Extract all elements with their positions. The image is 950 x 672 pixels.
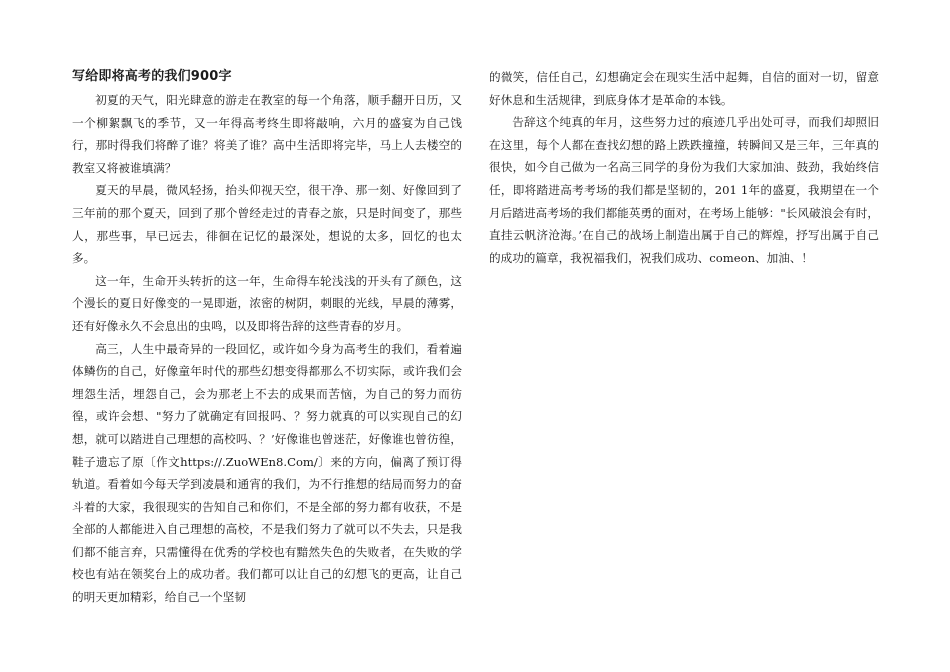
left-column — [72, 66, 462, 609]
right-column — [489, 66, 879, 269]
paragraph: 初夏的天气，阳光肆意的游走在教室的每一个角落，顺手翻开日历，又一个柳絮飘飞的季节，又一年得高考终生即将敲响，六月的盛宴为自己饯行，那时得我们将醉了谁？将美了谁？高中生活即将完毕，马上人去楼空的教室又将被谁填满？ — [72, 93, 462, 175]
paragraph: 夏天的早晨，微风轻扬，抬头仰视天空，很干净、那一刻、好像回到了三年前的那个夏天，回到了那个曾经走过的青春之旅，只是时间变了，那些人，那些事，早已远去，徘徊在记忆的最深处，想说的太多，回忆的也太多。 — [72, 183, 462, 266]
document-title: 写给即将高考的我们900字 — [72, 69, 232, 84]
paragraph: 高三，人生中最奇异的一段回忆，或许如今身为高考生的我们，看着遍体鳞伤的自己，好像童年时代的那些幻想变得都那么不切实际，或许我们会埋怨生活，埋怨自己，会为那老上不去的成果而苦恼，为自己的努力而彷徨，或许会想、"努力了就确定有回报吗、？努力就真的可以实现自己的幻想，就可以踏进自己理想的高校吗、？’好像谁也曾迷茫，好像谁也曾彷徨，鞋子遗忘了原〔作文https://.ZuoWEn8.Com/〕来的方向，偏离了预订得轨道。看着如今每天学到凌晨和通宵的我们，为不行推想的结局而努力的奋斗着的大家，我很现实的告知自己和你们，不是全部的努力都有收获，不是全部的人都能进入自己理想的高校，不是我们努力了就可以不失去，只是我们都不能言弃，只需懂得在优秀的学校也有黯然失色的失败者，在失败的学校也有站在领奖台上的成功者。我们都可以让自己的幻想飞的更高，让自己的明天更加精彩，给自己一个坚韧 — [72, 341, 462, 605]
paragraph: 告辞这个纯真的年月，这些努力过的痕迹几乎出处可寻，而我们却照旧在这里，每个人都在查找幻想的路上跌跌撞撞，转瞬间又是三年，三年真的很快，如今自己做为一名高三同学的身份为我们大家加油、鼓劲，我始终信任，即将踏进高考考场的我们都是坚韧的，201 1年的盛夏，我期望在一个月后踏进高考场的我们都能英勇的面对，在考场上能够："长风破浪会有时，直挂云帆济沧海。’在自己的战场上制造出属于自己的辉煌，抒写出属于自己的成功的篇章，我祝福我们，祝我们成功、comeon、加油、！ — [489, 115, 879, 265]
paragraph-continued: 的微笑，信任自己，幻想确定会在现实生活中起舞，自信的面对一切，留意好休息和生活规律，到底身体才是革命的本钱。 — [489, 70, 879, 107]
paragraph: 这一年，生命开头转折的这一年，生命得车轮浅浅的开头有了颜色，这个漫长的夏日好像变的一晃即逝，浓密的树阴，刺眼的光线，早晨的薄雾，还有好像永久不会息出的虫鸣，以及即将告辞的这些青春的岁月。 — [72, 273, 462, 333]
